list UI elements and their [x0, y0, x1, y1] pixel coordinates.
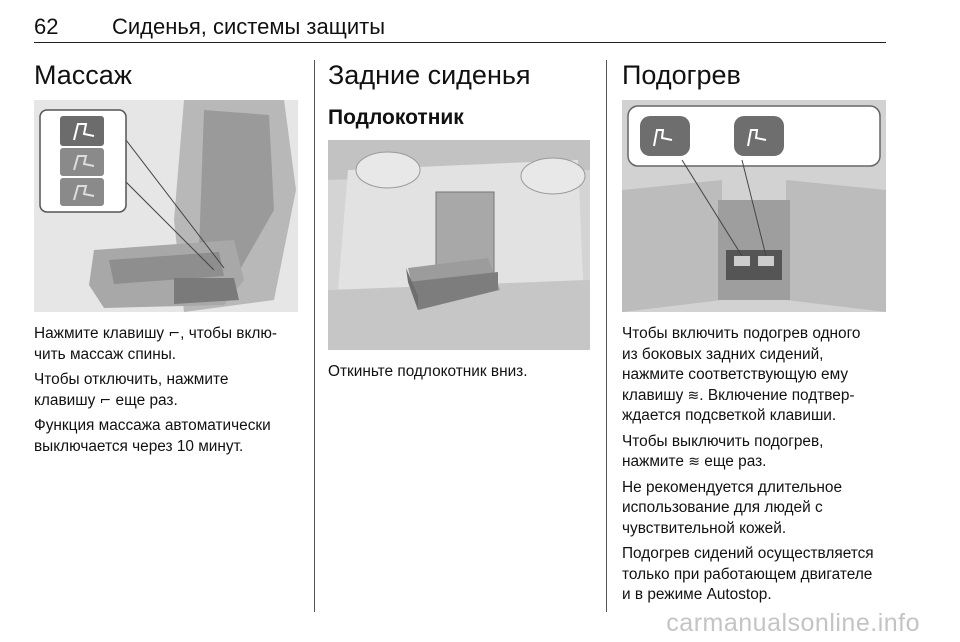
- column-divider: [314, 60, 315, 612]
- armrest-heading: Подлокотник: [328, 106, 464, 129]
- column-divider: [606, 60, 607, 612]
- page-number: 62: [34, 14, 59, 39]
- paragraph: Откиньте подлокотник вниз.: [328, 363, 528, 380]
- paragraph: Нажмите клавишу ⌐, чтобы вклю- чить массаж спины.: [34, 325, 278, 363]
- massage-text: [34, 324, 304, 462]
- page-header: [34, 12, 886, 43]
- heating-heading: Подогрев: [622, 60, 741, 90]
- massage-seat-icon: ⌐: [99, 392, 112, 409]
- paragraph: Чтобы выключить подогрев, нажмите ≋ еще раз.: [622, 432, 824, 470]
- heated-seat-icon: ≋: [688, 454, 700, 470]
- rear-seats-heading: Задние сиденья: [328, 60, 531, 90]
- heated-seat-icon: ≋: [687, 387, 700, 404]
- paragraph: Чтобы включить подогрев одного из боковых задних сидений, нажмите соответствующую ему клавишу ≋. Включение подтвер- ждается подсветкой клавиши.: [622, 325, 861, 424]
- section-title: Сиденья, системы защиты: [112, 14, 386, 39]
- heating-text: [622, 324, 892, 611]
- massage-heading: Массаж: [34, 60, 132, 90]
- paragraph: Чтобы отключить, нажмите клавишу ⌐ еще раз.: [34, 371, 229, 409]
- paragraph: Подогрев сидений осуществляется только при работающем двигателе и в режиме Autostop.: [622, 545, 874, 603]
- armrest-figure: [328, 140, 590, 350]
- massage-seat-figure: [34, 100, 298, 312]
- paragraph: Функция массажа автоматически выключается через 10 минут.: [34, 417, 271, 455]
- massage-seat-icon: ⌐: [168, 326, 181, 342]
- rear-heated-seat-figure: [622, 100, 886, 312]
- watermark: carmanualsonline.info: [666, 609, 920, 637]
- paragraph: Не рекомендуется длительное использование для людей с чувствительной кожей.: [622, 478, 843, 537]
- armrest-text: [328, 362, 598, 388]
